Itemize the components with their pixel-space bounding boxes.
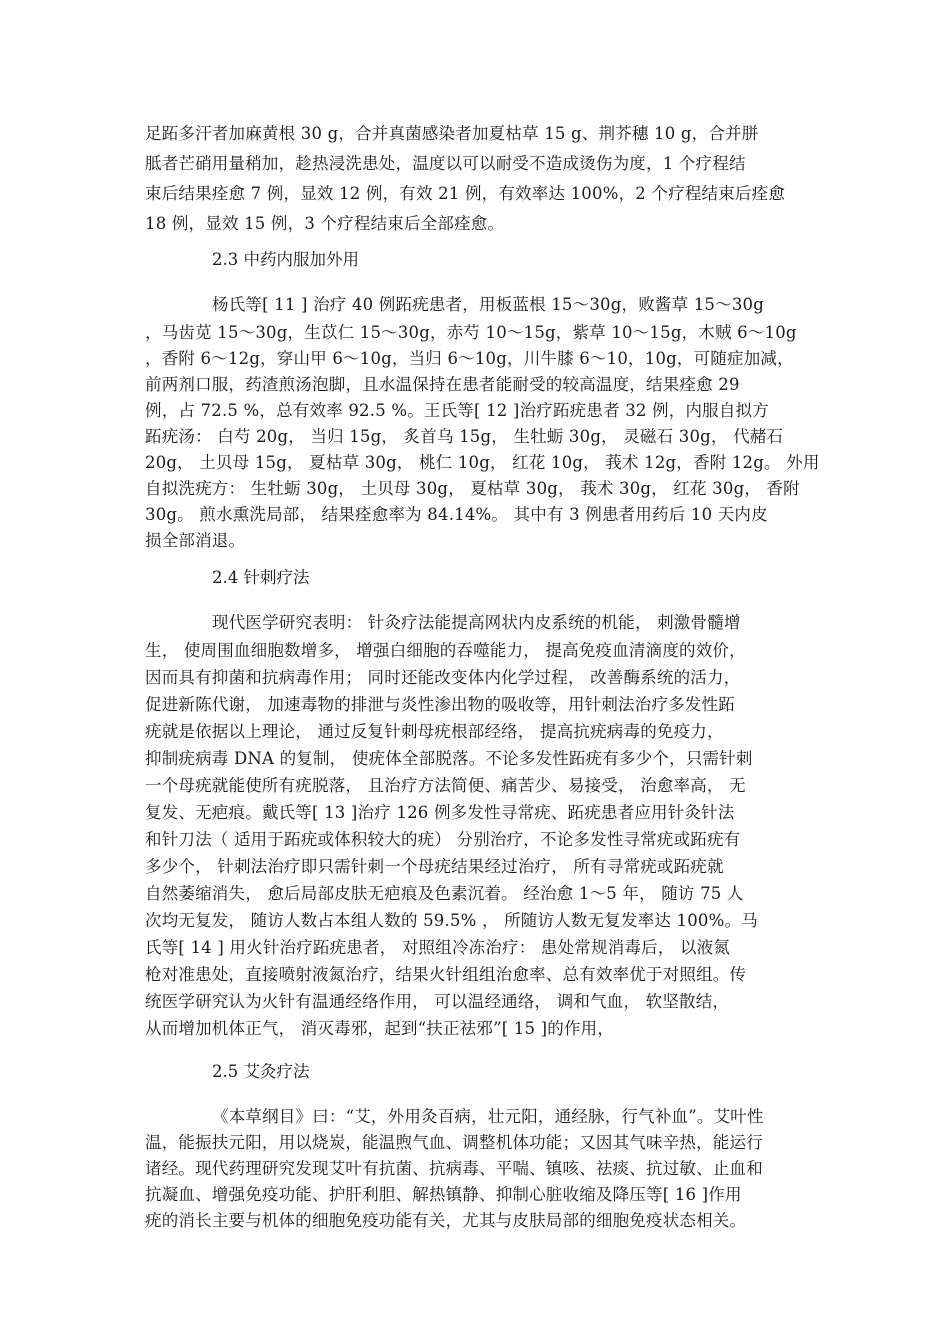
paragraph-line: 胝者芒硝用量稍加，趁热浸洗患处，温度以可以耐受不造成烫伤为度，1 个疗程结 [145, 154, 746, 173]
paragraph-line: 枪对准患处，直接喷射液氮治疗，结果火针组组治愈率、总有效率优于对照组。传 [145, 965, 747, 984]
paragraph-line: 杨氏等[ 11 ] 治疗 40 例跖疣患者，用板蓝根 15～30g，败酱草 15～30g [212, 295, 764, 314]
paragraph-line: 抗凝血、增强免疫功能、护肝利胆、解热镇静、抑制心脏收缩及降压等[ 16 ]作用 [145, 1185, 742, 1204]
paragraph-line: 疣就是依据以上理论， 通过反复针刺母疣根部经络， 提高抗疣病毒的免疫力， [145, 722, 724, 741]
section-heading: 2.4 针刺疗法 [212, 568, 310, 587]
paragraph-line: 束后结果痊愈 7 例，显效 12 例，有效 21 例，有效率达 100%，2 个疗程结束后痊愈 [145, 184, 786, 203]
paragraph-line: 损全部消退。 [145, 531, 246, 550]
paragraph-line: 30g。 煎水熏洗局部， 结果痊愈率为 84.14%。 其中有 3 例患者用药后 10 天内皮 [145, 505, 768, 524]
paragraph-line: ，马齿苋 15～30g，生苡仁 15～30g，赤芍 10～15g，紫草 10～15g，木贼 6～10g [145, 323, 797, 342]
paragraph-line: 《本草纲目》曰：“艾，外用灸百病，壮元阳，通经脉，行气补血”。艾叶性 [212, 1107, 764, 1126]
paragraph-line: 疣的消长主要与机体的细胞免疫功能有关，尤其与皮肤局部的细胞免疫状态相关。 [145, 1211, 747, 1230]
paragraph-line: ，香附 6～12g，穿山甲 6～10g，当归 6～10g，川牛膝 6～10，10g，可随症加减， [145, 349, 794, 368]
paragraph-line: 18 例，显效 15 例，3 个疗程结束后全部痊愈。 [145, 214, 505, 233]
paragraph-line: 自然萎缩消失， 愈后局部皮肤无疤痕及色素沉着。 经治愈 1～5 年， 随访 75 人 [145, 884, 744, 903]
paragraph-line: 因而具有抑菌和抗病毒作用； 同时还能改变体内化学过程， 改善酶系统的活力， [145, 668, 741, 687]
paragraph-line: 和针刀法（ 适用于跖疣或体积较大的疣） 分别治疗，不论多发性寻常疣或跖疣有 [145, 830, 741, 849]
paragraph-line: 跖疣汤： 白芍 20g， 当归 15g， 炙首乌 15g， 生牡蛎 30g， 灵磁石 30g， 代赭石 [145, 427, 784, 446]
paragraph-line: 例，占 72.5 %，总有效率 92.5 %。王氏等[ 12 ]治疗跖疣患者 32 例，内服自拟方 [145, 401, 769, 420]
paragraph-line: 温，能振扶元阳，用以烧炭，能温煦气血、调整机体功能；又因其气味辛热，能运行 [145, 1133, 763, 1152]
paragraph-line: 诸经。现代药理研究发现艾叶有抗菌、抗病毒、平喘、镇咳、祛痰、抗过敏、止血和 [145, 1159, 763, 1178]
paragraph-line: 前两剂口服，药渣煎汤泡脚，且水温保持在患者能耐受的较高温度，结果痊愈 29 [145, 375, 740, 394]
section-heading: 2.3 中药内服加外用 [212, 250, 359, 269]
paragraph-line: 次均无复发， 随访人数占本组人数的 59.5% ， 所随访人数无复发率达 100%。马 [145, 911, 758, 930]
paragraph-line: 20g， 土贝母 15g， 夏枯草 30g， 桃仁 10g， 红花 10g， 莪术 12g，香附 12g。 外用 [145, 453, 820, 472]
paragraph-line: 多少个， 针刺法治疗即只需针刺一个母疣结果经过治疗， 所有寻常疣或跖疣就 [145, 857, 724, 876]
paragraph-line: 氏等[ 14 ] 用火针治疗跖疣患者， 对照组冷冻治疗： 患处常规消毒后， 以液氮 [145, 938, 731, 957]
paragraph-line: 统医学研究认为火针有温通经络作用， 可以温经通络， 调和气血， 软坚散结， [145, 992, 730, 1011]
paragraph-line: 复发、无疤痕。戴氏等[ 13 ]治疗 126 例多发性寻常疣、跖疣患者应用针灸针法 [145, 803, 735, 822]
paragraph-line: 一个母疣就能使所有疣脱落， 且治疗方法简便、痛苦少、易接受， 治愈率高， 无 [145, 776, 746, 795]
paragraph-line: 促进新陈代谢， 加速毒物的排泄与炎性渗出物的吸收等，用针刺法治疗多发性跖 [145, 695, 735, 714]
paragraph-line: 生， 使周围血细胞数增多， 增强白细胞的吞噬能力， 提高免疫血清滴度的效价， [145, 641, 746, 660]
paragraph-line: 自拟洗疣方： 生牡蛎 30g， 土贝母 30g， 夏枯草 30g， 莪术 30g， 红花 30g， 香附 [145, 479, 800, 498]
paragraph-line: 抑制疣病毒 DNA 的复制， 使疣体全部脱落。不论多发性跖疣有多少个，只需针刺 [145, 749, 753, 768]
paragraph-line: 现代医学研究表明： 针灸疗法能提高网状内皮系统的机能， 刺激骨髓增 [212, 613, 741, 632]
section-heading: 2.5 艾灸疗法 [212, 1062, 310, 1081]
paragraph-line: 从而增加机体正气， 消灭毒邪，起到“扶正祛邪”[ 15 ]的作用， [145, 1019, 615, 1038]
paragraph-line: 足跖多汗者加麻黄根 30 g，合并真菌感染者加夏枯草 15 g、荆芥穗 10 g，合并胼 [145, 124, 759, 143]
